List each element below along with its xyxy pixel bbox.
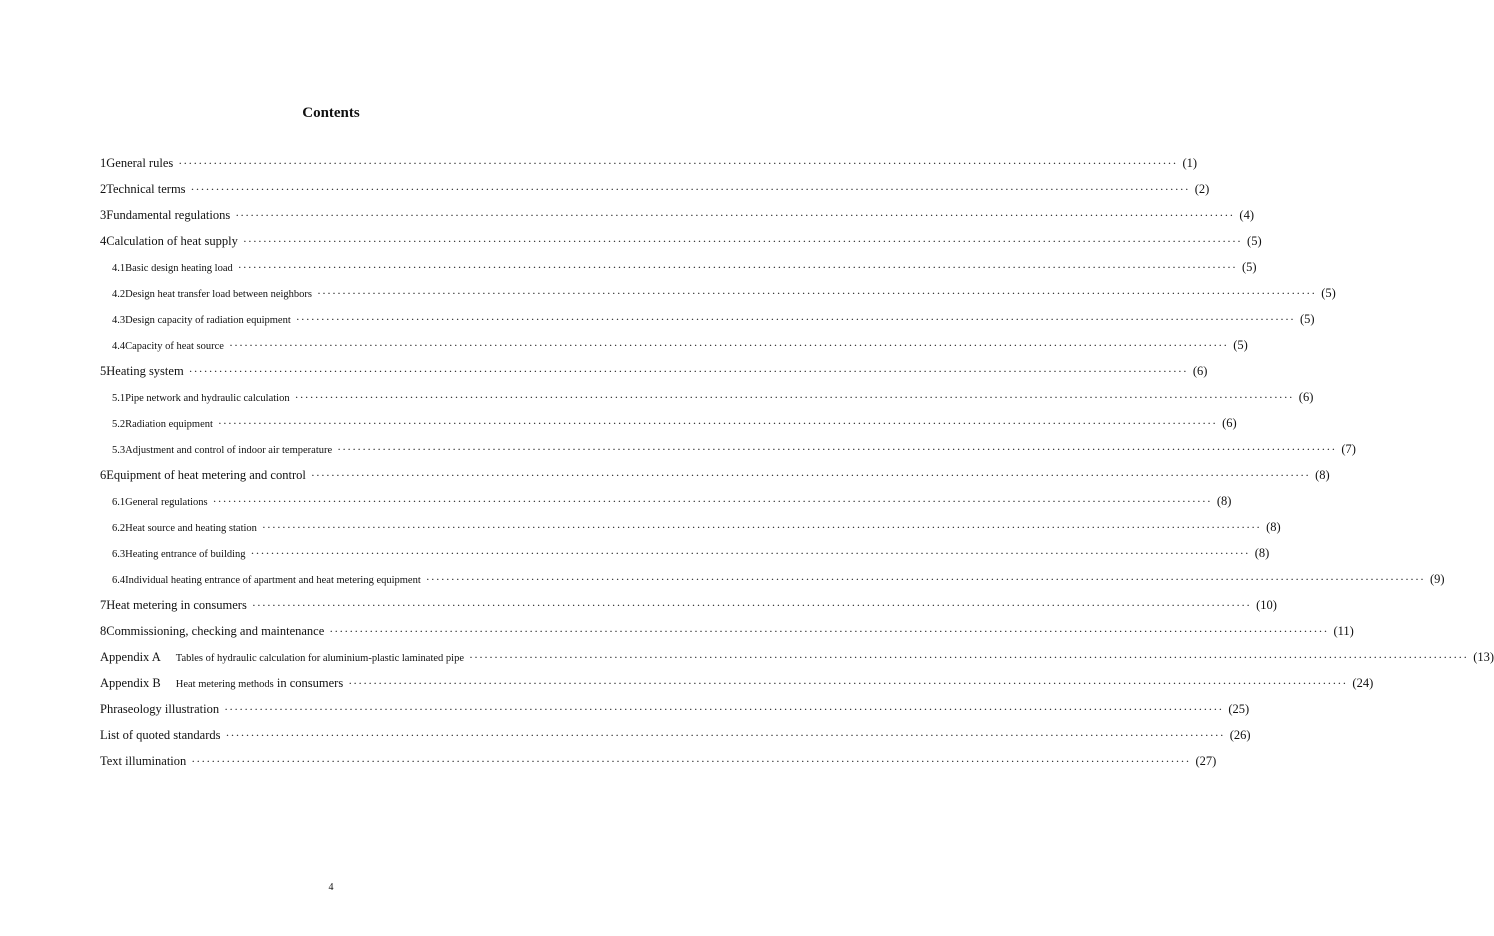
toc-entry-page: (26) <box>1229 728 1251 742</box>
toc-subentry[interactable] <box>100 436 1356 462</box>
toc-entry[interactable] <box>100 722 1251 748</box>
toc-entry-page: (5) <box>1299 312 1315 326</box>
toc-entry-page: (6) <box>1298 390 1314 404</box>
toc-entry-title: Fundamental regulations <box>106 208 231 222</box>
toc-appendix-entry[interactable] <box>100 670 1374 696</box>
toc-entry[interactable] <box>100 228 1262 254</box>
toc-entry-title: Equipment of heat metering and control <box>106 468 306 482</box>
toc-entry-page: (9) <box>1429 572 1445 586</box>
toc-entry[interactable] <box>100 462 1330 488</box>
toc-entry-number: 1 <box>100 156 107 170</box>
toc-entry-title: Text illumination <box>100 754 187 768</box>
leader-dots: ········································································································································································································ <box>228 338 1229 352</box>
toc-entry-page: (5) <box>1247 234 1262 248</box>
toc-entry-page: (5) <box>1233 338 1248 352</box>
toc-entry-page: (6) <box>1222 416 1237 430</box>
toc-subentry[interactable] <box>100 280 1336 306</box>
toc-entry-number: 5.3 <box>112 445 126 456</box>
toc-entry[interactable] <box>100 618 1354 644</box>
toc-entry-title: Pipe network and hydraulic calculation <box>125 393 290 404</box>
toc-entry-number: 6.4 <box>112 575 126 586</box>
toc-entry-title: List of quoted standards <box>100 728 221 742</box>
toc-entry-title: Heat metering in consumers <box>106 598 247 612</box>
toc-entry-number: 3 <box>100 208 107 222</box>
toc-entry-number: 2 <box>100 182 107 196</box>
toc-subentry[interactable] <box>100 488 1232 514</box>
leader-dots: ········································································································································································································ <box>242 234 1243 248</box>
toc-entry-page: (8) <box>1266 520 1281 534</box>
toc-entry-page: (7) <box>1341 442 1356 456</box>
toc-entry-title: Heating system <box>106 364 184 378</box>
toc-entry-title: Technical terms <box>106 182 186 196</box>
leader-dots: ········································································································································································································ <box>261 520 1262 534</box>
toc-entry-page: (8) <box>1254 546 1270 560</box>
page-title: Contents <box>302 105 360 121</box>
toc-entry[interactable] <box>100 150 1198 176</box>
toc-entry-title: Heat source and heating station <box>125 523 257 534</box>
toc-entry-title-part: in consumers <box>276 676 344 690</box>
toc-subentry[interactable] <box>100 384 1314 410</box>
leader-dots: ········································································································································································································ <box>178 156 1178 170</box>
toc-entry-title: General rules <box>106 156 174 170</box>
leader-dots: ········································································································································································································ <box>250 546 1250 560</box>
leader-dots: ········································································································································································································ <box>294 390 1294 404</box>
toc-entry-number: 6.1 <box>112 497 126 508</box>
toc-subentry[interactable] <box>100 540 1270 566</box>
toc-entry-page: (25) <box>1228 702 1250 716</box>
toc-entry-title: Capacity of heat source <box>125 341 224 352</box>
toc-entry-title: Design heat transfer load between neighbors <box>125 289 313 300</box>
toc-entry-title: Individual heating entrance of apartment and heat metering equipment <box>125 575 421 586</box>
toc-entry-page: (2) <box>1194 182 1210 196</box>
page-number: 4 <box>328 882 334 893</box>
toc-entry-title <box>176 670 343 698</box>
toc-entry-title: Adjustment and control of indoor air temperature <box>125 445 333 456</box>
toc-entry-number: 6 <box>100 468 107 482</box>
toc-entry-page: (8) <box>1216 494 1232 508</box>
toc-subentry[interactable] <box>100 514 1281 540</box>
toc-entry-number: 4 <box>100 234 107 248</box>
toc-subentry[interactable] <box>100 332 1248 358</box>
leader-dots: ········································································································································································································ <box>295 312 1295 326</box>
leader-dots: ········································································································································································································ <box>329 624 1329 638</box>
toc-entry[interactable] <box>100 358 1208 384</box>
toc-entry-title: Calculation of heat supply <box>106 234 238 248</box>
toc-entry-page: (27) <box>1195 754 1217 768</box>
toc-subentry[interactable] <box>100 254 1257 280</box>
toc-appendix-entry[interactable] <box>100 644 1494 670</box>
toc-entry-number: 5 <box>100 364 107 378</box>
toc-entry-page: (10) <box>1256 598 1277 612</box>
leader-dots: ········································································································································································································ <box>317 286 1317 300</box>
toc-entry[interactable] <box>100 696 1250 722</box>
leader-dots: ········································································································································································································ <box>191 754 1191 768</box>
leader-dots: ········································································································································································································ <box>425 572 1425 586</box>
toc-entry-number: 4.4 <box>112 341 126 352</box>
toc-entry-title-part: Heat metering methods <box>175 679 274 690</box>
toc-entry-page: (11) <box>1333 624 1354 638</box>
toc-entry-title: Design capacity of radiation equipment <box>125 315 291 326</box>
toc-entry-number: 4.1 <box>112 263 126 274</box>
leader-dots: ········································································································································································································ <box>337 442 1337 456</box>
toc-entry[interactable] <box>100 748 1217 774</box>
toc-entry-title: Basic design heating load <box>125 263 233 274</box>
leader-dots: ········································································································································································································ <box>251 598 1252 612</box>
toc-entry-title: Tables of hydraulic calculation for aluminium-plastic laminated pipe <box>175 653 464 664</box>
toc-entry-page: (5) <box>1321 286 1336 300</box>
leader-dots: ········································································································································································································ <box>310 468 1311 482</box>
toc-entry-number: 6.2 <box>112 523 126 534</box>
toc-subentry[interactable] <box>100 566 1445 592</box>
toc-entry-title: Heating entrance of building <box>125 549 246 560</box>
leader-dots: ········································································································································································································ <box>348 676 1348 690</box>
toc-entry-number: 5.2 <box>112 419 126 430</box>
toc-entry-page: (1) <box>1182 156 1198 170</box>
leader-dots: ········································································································································································································ <box>224 702 1224 716</box>
toc-entry-page: (24) <box>1352 676 1374 690</box>
leader-dots: ········································································································································································································ <box>235 208 1235 222</box>
toc-entry-page: (6) <box>1192 364 1208 378</box>
toc-entry[interactable] <box>100 176 1210 202</box>
toc-entry-number: 8 <box>100 624 107 638</box>
toc-entry-title: Commissioning, checking and maintenance <box>106 624 325 638</box>
toc-entry-page: (8) <box>1315 468 1330 482</box>
leader-dots: ········································································································································································································ <box>188 364 1188 378</box>
table-of-contents <box>100 150 1494 774</box>
toc-entry-number: Appendix A <box>100 650 161 664</box>
leader-dots: ········································································································································································································ <box>225 728 1225 742</box>
leader-dots: ········································································································································································································ <box>190 182 1190 196</box>
toc-entry[interactable] <box>100 592 1277 618</box>
leader-dots: ········································································································································································································ <box>212 494 1212 508</box>
leader-dots: ········································································································································································································ <box>217 416 1218 430</box>
leader-dots: ········································································································································································································ <box>468 650 1469 664</box>
toc-entry-title: Phraseology illustration <box>100 702 220 716</box>
toc-entry-number: 6.3 <box>112 549 126 560</box>
toc-entry-number: 7 <box>100 598 107 612</box>
toc-subentry[interactable] <box>100 410 1237 436</box>
toc-entry-title: Radiation equipment <box>125 419 213 430</box>
toc-entry-number: 4.3 <box>112 315 126 326</box>
toc-entry-title: General regulations <box>125 497 208 508</box>
toc-subentry[interactable] <box>100 306 1315 332</box>
toc-entry-number: Appendix B <box>100 676 161 690</box>
toc-entry-number: 5.1 <box>112 393 126 404</box>
toc-entry-page: (13) <box>1473 650 1494 664</box>
toc-entry[interactable] <box>100 202 1254 228</box>
toc-entry-page: (5) <box>1241 260 1257 274</box>
leader-dots: ········································································································································································································ <box>237 260 1237 274</box>
toc-entry-number: 4.2 <box>112 289 126 300</box>
toc-entry-page: (4) <box>1239 208 1254 222</box>
